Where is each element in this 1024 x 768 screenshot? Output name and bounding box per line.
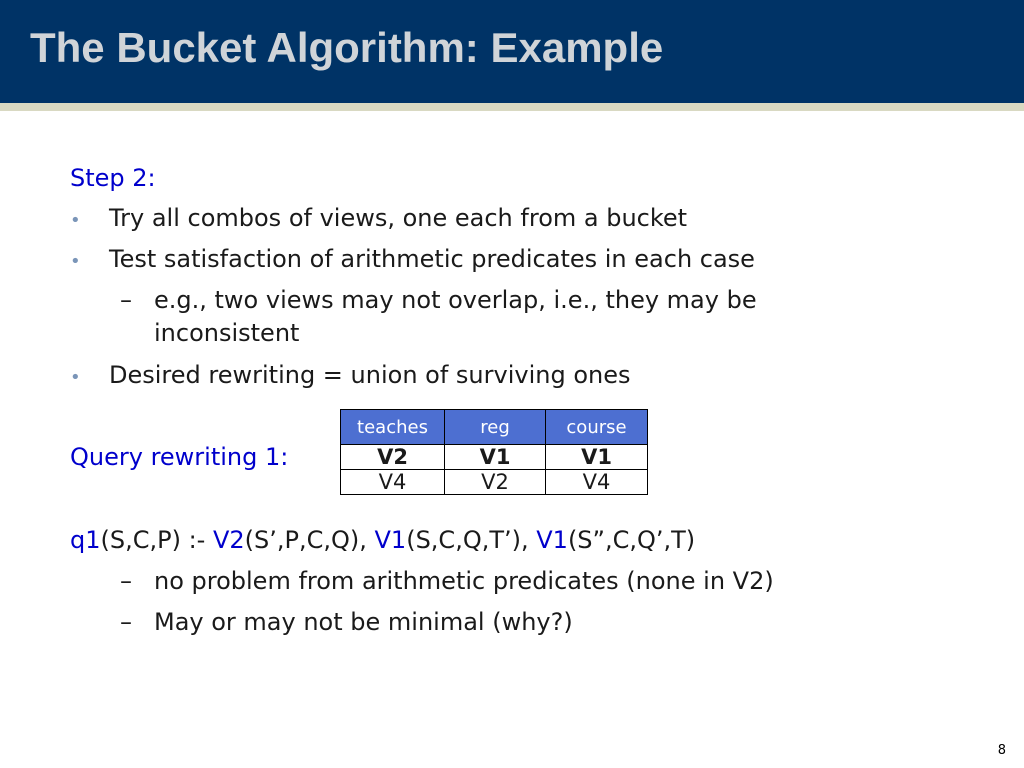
- slide-title: The Bucket Algorithm: Example: [30, 24, 664, 71]
- column-header-teaches: teaches: [341, 410, 445, 445]
- sub-bullet-overlap-line1: e.g., two views may not overlap, i.e., they may be: [154, 286, 757, 314]
- rewrite-atom2-name: V1: [374, 526, 407, 554]
- bullet-marker-icon: •: [70, 367, 81, 388]
- rewrite-atom2-args: (S,C,Q,T’),: [406, 526, 537, 554]
- table-cell: V4: [341, 470, 445, 495]
- dash-marker: –: [120, 286, 132, 314]
- column-header-course: course: [546, 410, 648, 445]
- bullet-item-combos: Try all combos of views, one each from a bucket: [109, 204, 688, 232]
- table-cell: V4: [546, 470, 648, 495]
- table-cell: V1: [445, 445, 546, 470]
- bullet-item-predicates: Test satisfaction of arithmetic predicates in each case: [109, 245, 755, 273]
- rewrite-atom1-name: V2: [212, 526, 245, 554]
- bullet-marker-icon: •: [70, 210, 81, 231]
- table-row: [341, 445, 648, 470]
- rewrite-atom3-name: V1: [536, 526, 568, 554]
- rewrite-head-args: (S,C,P) :-: [100, 526, 213, 554]
- table-cell: V2: [341, 445, 445, 470]
- table-cell: V1: [546, 445, 648, 470]
- rewrite-head: q1: [70, 526, 101, 554]
- rewrite-atom3-args: (S”,C,Q’,T): [567, 526, 696, 554]
- sub-bullet-overlap-line2: inconsistent: [154, 319, 300, 347]
- bullet-item-rewriting: Desired rewriting = union of surviving ones: [109, 361, 631, 389]
- rewrite-rule: [70, 525, 695, 555]
- dash-marker: –: [120, 567, 132, 595]
- bullet-marker-icon: •: [70, 251, 81, 272]
- rewrite-atom1-args: (S’,P,C,Q),: [244, 526, 375, 554]
- table-header-row: [341, 410, 648, 445]
- page-number: 8: [997, 743, 1006, 758]
- title-divider: [0, 103, 1024, 111]
- title-bar: [0, 0, 1024, 103]
- table-row: [341, 470, 648, 495]
- query-rewriting-label: Query rewriting 1:: [70, 443, 289, 471]
- bucket-combination-table: [340, 409, 648, 495]
- table-cell: V2: [445, 470, 546, 495]
- note-arithmetic: no problem from arithmetic predicates (none in V2): [154, 567, 774, 595]
- column-header-reg: reg: [445, 410, 546, 445]
- note-minimal: May or may not be minimal (why?): [154, 608, 573, 636]
- dash-marker: –: [120, 608, 132, 636]
- step-label: Step 2:: [70, 164, 156, 192]
